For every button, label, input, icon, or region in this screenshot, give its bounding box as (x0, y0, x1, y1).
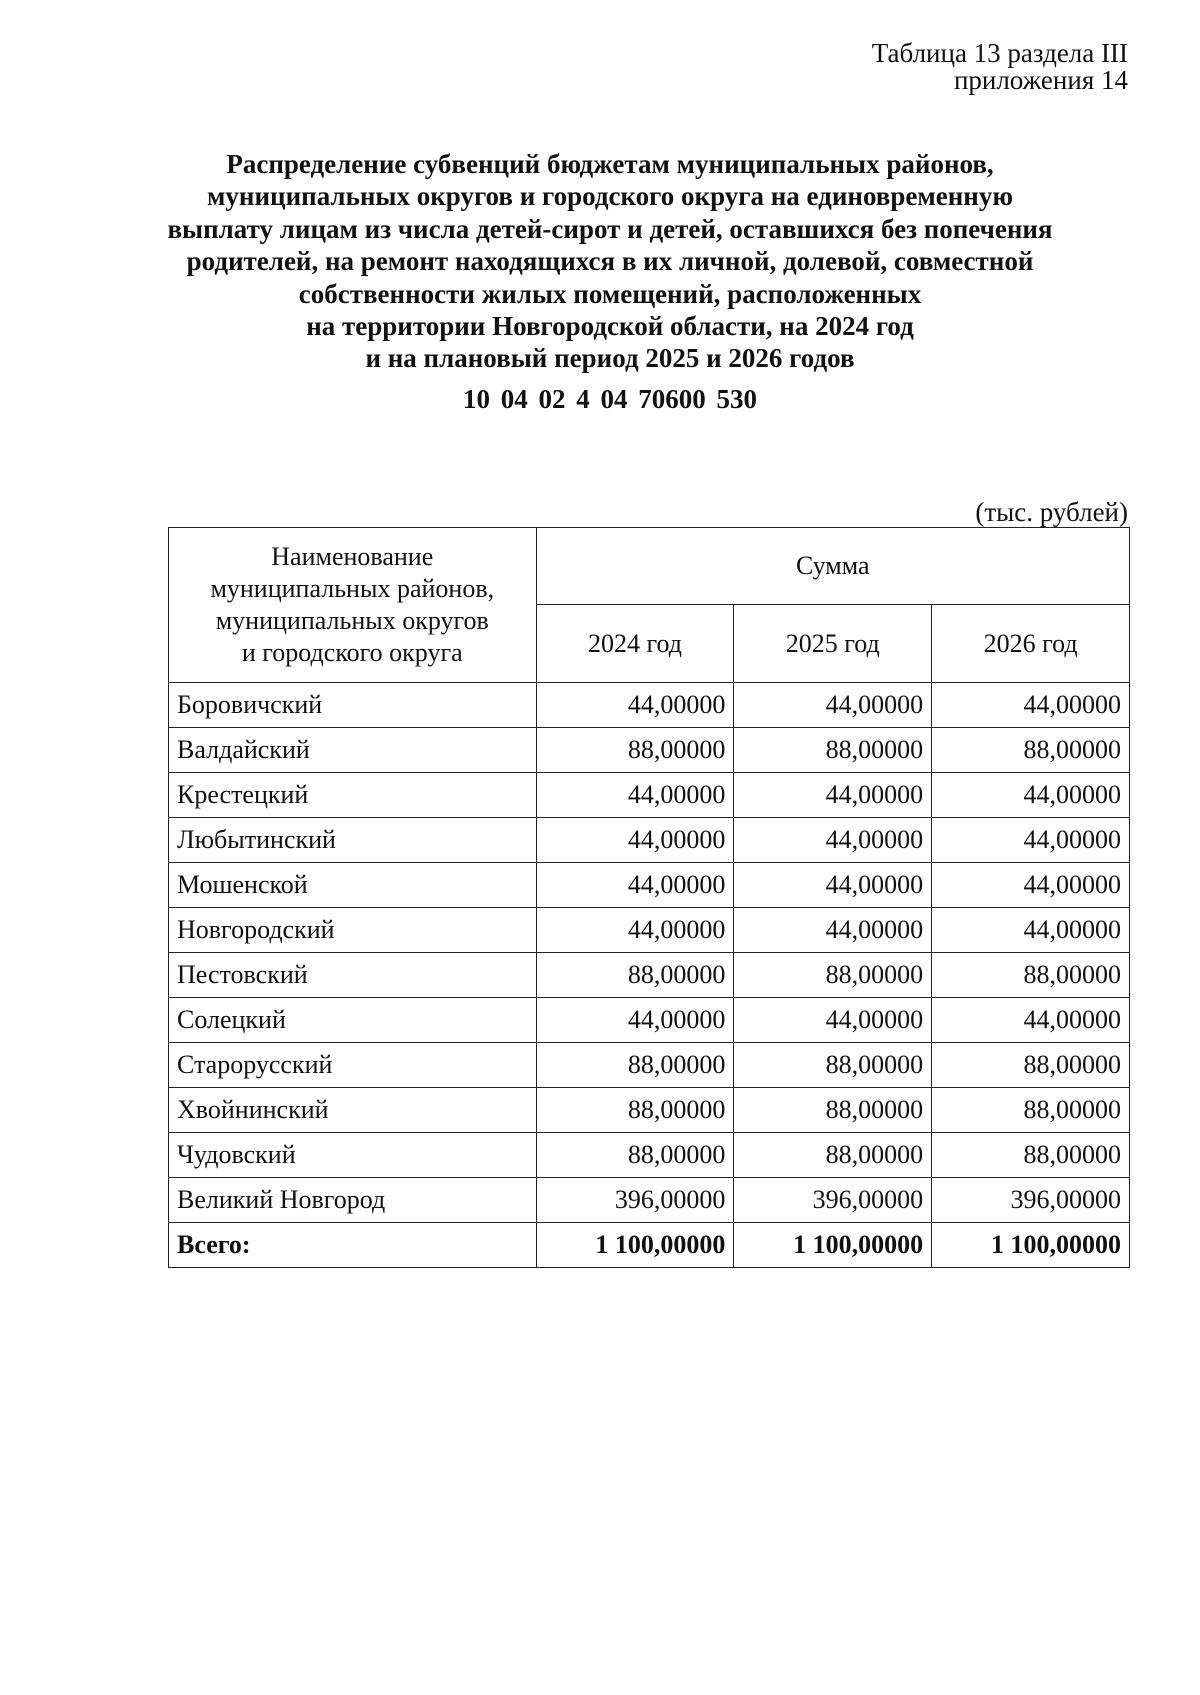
amount-2025: 88,00000 (734, 728, 932, 773)
table-row (169, 863, 1130, 908)
district-name: Старорусский (169, 1043, 537, 1088)
district-name: Валдайский (169, 728, 537, 773)
table-row (169, 1178, 1130, 1223)
amount-2025: 88,00000 (734, 1088, 932, 1133)
budget-classification-code: 10 04 02 4 04 70600 530 (463, 384, 757, 414)
amount-2025: 44,00000 (734, 863, 932, 908)
amount-2025: 44,00000 (734, 818, 932, 863)
district-name: Боровичский (169, 683, 537, 728)
title-line: собственности жилых помещений, расположенных (298, 278, 922, 309)
amount-2025: 88,00000 (734, 953, 932, 998)
amount-2025: 44,00000 (734, 773, 932, 818)
title-line: и на плановый период 2025 и 2026 годов (365, 343, 855, 374)
table-row (169, 1088, 1130, 1133)
amount-2026: 396,00000 (932, 1178, 1130, 1223)
amount-2024: 44,00000 (536, 908, 734, 953)
amount-2024: 44,00000 (536, 683, 734, 728)
district-name: Любытинский (169, 818, 537, 863)
title-line: Распределение субвенций бюджетам муниципальных районов, (226, 149, 994, 179)
amount-2026: 88,00000 (932, 728, 1130, 773)
name-header-line: муниципальных округов (215, 606, 489, 635)
amount-2024: 44,00000 (536, 818, 734, 863)
district-name: Чудовский (169, 1133, 537, 1178)
year-header-2025: 2025 год (734, 605, 932, 683)
amount-2026: 88,00000 (932, 1133, 1130, 1178)
table-row (169, 773, 1130, 818)
amount-2024: 88,00000 (536, 1133, 734, 1178)
table-row (169, 998, 1130, 1043)
amount-2026: 44,00000 (932, 863, 1130, 908)
units-label: (тыс. рублей) (975, 497, 1128, 527)
amount-2026: 44,00000 (932, 773, 1130, 818)
total-label: Всего: (169, 1223, 537, 1268)
amount-2026: 44,00000 (932, 908, 1130, 953)
amount-2024: 44,00000 (536, 998, 734, 1043)
year-header-2026: 2026 год (932, 605, 1130, 683)
amount-2026: 88,00000 (932, 953, 1130, 998)
amount-2024: 44,00000 (536, 773, 734, 818)
amount-2024: 396,00000 (536, 1178, 734, 1223)
total-2025: 1 100,00000 (734, 1223, 932, 1268)
title-line: на территории Новгородской области, на 2024 год (306, 311, 914, 342)
table-row (169, 1133, 1130, 1178)
amount-2024: 88,00000 (536, 728, 734, 773)
amount-2025: 44,00000 (734, 683, 932, 728)
district-name: Новгородский (169, 908, 537, 953)
amount-2025: 396,00000 (734, 1178, 932, 1223)
table-row (169, 683, 1130, 728)
sum-column-header: Сумма (536, 528, 1129, 605)
amount-2025: 44,00000 (734, 908, 932, 953)
total-2024: 1 100,00000 (536, 1223, 734, 1268)
table-row (169, 953, 1130, 998)
document-title (160, 148, 1060, 375)
district-name: Солецкий (169, 998, 537, 1043)
table-row (169, 818, 1130, 863)
annex-line-table: Таблица 13 раздела III (871, 38, 1128, 68)
year-header-2024: 2024 год (536, 605, 734, 683)
district-name: Мошенской (169, 863, 537, 908)
amount-2024: 88,00000 (536, 1088, 734, 1133)
amount-2026: 44,00000 (932, 683, 1130, 728)
district-name: Пестовский (169, 953, 537, 998)
distribution-table (168, 527, 1130, 1268)
amount-2026: 44,00000 (932, 818, 1130, 863)
title-line: родителей, на ремонт находящихся в их личной, долевой, совместной (186, 246, 1034, 277)
name-header-line: и городского округа (241, 638, 463, 667)
title-line: выплату лицам из числа детей-сирот и детей, оставшихся без попечения (167, 213, 1053, 244)
name-header-line: муниципальных районов, (210, 574, 495, 603)
title-line: муниципальных округов и городского округа на единовременную (207, 181, 1013, 212)
annex-reference (872, 40, 1128, 94)
amount-2024: 88,00000 (536, 1043, 734, 1088)
table-row (169, 908, 1130, 953)
amount-2026: 44,00000 (932, 998, 1130, 1043)
name-header-line: Наименование (271, 542, 434, 571)
name-column-header (169, 528, 537, 683)
district-name: Крестецкий (169, 773, 537, 818)
table-row (169, 728, 1130, 773)
district-name: Хвойнинский (169, 1088, 537, 1133)
total-2026: 1 100,00000 (932, 1223, 1130, 1268)
district-name: Великий Новгород (169, 1178, 537, 1223)
table-row (169, 1043, 1130, 1088)
annex-line-appendix: приложения 14 (953, 65, 1128, 95)
total-row (169, 1223, 1130, 1268)
amount-2026: 88,00000 (932, 1043, 1130, 1088)
amount-2026: 88,00000 (932, 1088, 1130, 1133)
amount-2025: 88,00000 (734, 1133, 932, 1178)
amount-2024: 88,00000 (536, 953, 734, 998)
amount-2024: 44,00000 (536, 863, 734, 908)
amount-2025: 88,00000 (734, 1043, 932, 1088)
amount-2025: 44,00000 (734, 998, 932, 1043)
